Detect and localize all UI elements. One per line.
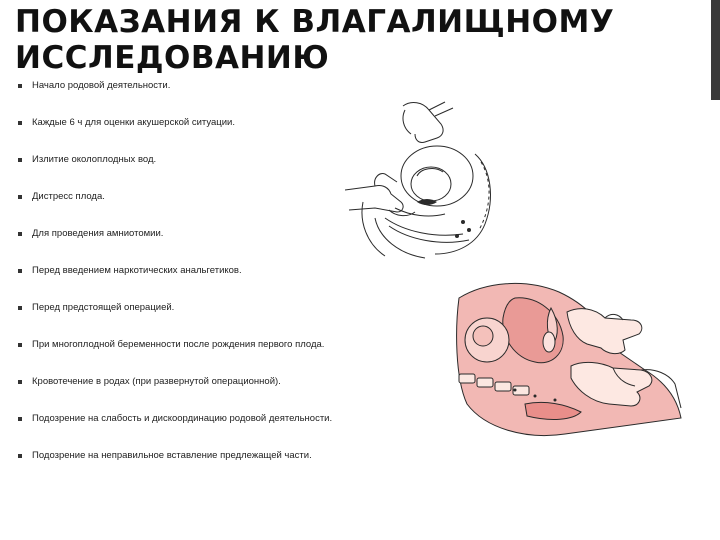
bullet-marker bbox=[18, 343, 22, 347]
bullet-marker bbox=[18, 380, 22, 384]
bullet-marker bbox=[18, 269, 22, 273]
list-item bbox=[18, 302, 448, 314]
list-item bbox=[18, 376, 448, 388]
slide-title: ПОКАЗАНИЯ К ВЛАГАЛИЩНОМУ ИССЛЕДОВАНИЮ bbox=[15, 4, 615, 76]
list-item-text: Перед введением наркотических анальгетиков. bbox=[32, 265, 242, 276]
list-item bbox=[18, 450, 448, 462]
list-item-text: Каждые 6 ч для оценки акушерской ситуации. bbox=[32, 117, 235, 128]
bullet-marker bbox=[18, 195, 22, 199]
bullet-marker bbox=[18, 232, 22, 236]
list-item-text: Дистресс плода. bbox=[32, 191, 105, 202]
list-item-text: Начало родовой деятельности. bbox=[32, 80, 171, 91]
accent-bar bbox=[711, 0, 720, 100]
bullet-marker bbox=[18, 306, 22, 310]
anatomy-illustration-sagittal bbox=[345, 98, 500, 263]
bullet-marker bbox=[18, 158, 22, 162]
list-item-text: Подозрение на слабость и дискоординацию родовой деятельности. bbox=[32, 413, 333, 424]
list-item bbox=[18, 339, 448, 351]
bullet-marker bbox=[18, 84, 22, 88]
list-item-text: Излитие околоплодных вод. bbox=[32, 154, 157, 165]
list-item-text: Перед предстоящей операцией. bbox=[32, 302, 175, 313]
list-item-text: При многоплодной беременности после рождения первого плода. bbox=[32, 339, 325, 350]
list-item-text: Подозрение на неправильное вставление предлежащей части. bbox=[32, 450, 312, 461]
anatomy-illustration-bimanual bbox=[455, 278, 700, 443]
list-item bbox=[18, 413, 448, 425]
list-item-text: Для проведения амниотомии. bbox=[32, 228, 164, 239]
list-item bbox=[18, 265, 448, 277]
list-item bbox=[18, 80, 448, 92]
bullet-marker bbox=[18, 417, 22, 421]
list-item-text: Кровотечение в родах (при развернутой операционной). bbox=[32, 376, 281, 387]
bullet-marker bbox=[18, 121, 22, 125]
bullet-marker bbox=[18, 454, 22, 458]
